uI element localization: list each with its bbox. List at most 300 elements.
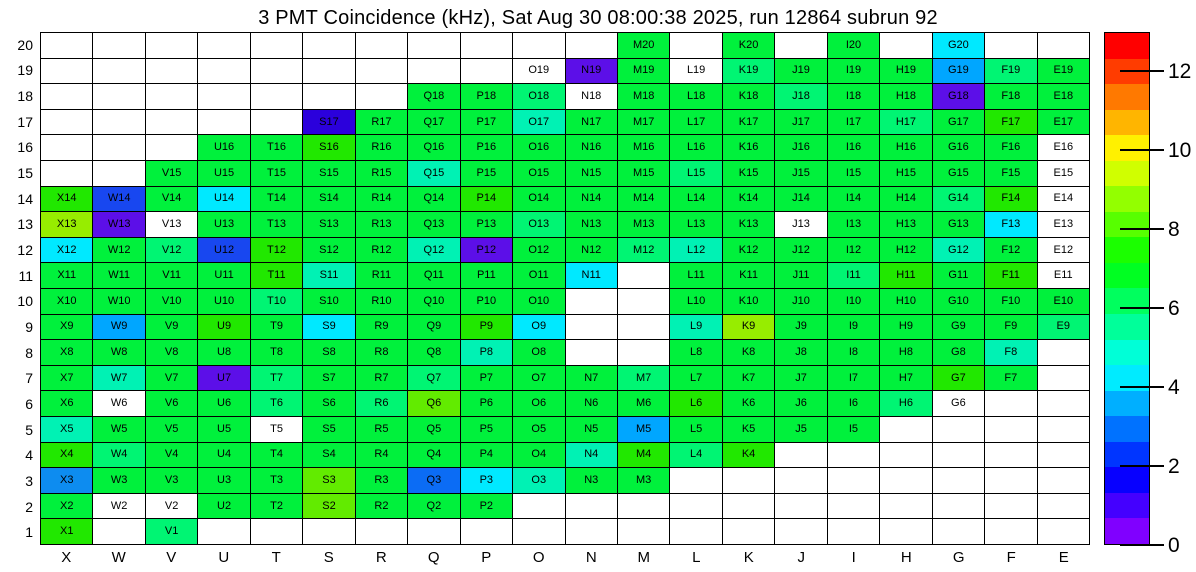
heatmap-cell: S15 — [303, 161, 355, 187]
heatmap-cell: L12 — [670, 238, 722, 264]
heatmap-cell: K4 — [723, 443, 775, 469]
heatmap-cell: G20 — [933, 33, 985, 59]
heatmap-cell: R16 — [356, 135, 408, 161]
heatmap-cell: K20 — [723, 33, 775, 59]
heatmap-cell: I17 — [828, 110, 880, 136]
heatmap-cell-empty — [198, 110, 250, 136]
heatmap-cell: P11 — [461, 263, 513, 289]
heatmap-cell: Q8 — [408, 340, 460, 366]
heatmap-cell: U4 — [198, 443, 250, 469]
heatmap-cell: R6 — [356, 391, 408, 417]
heatmap-cell-empty — [775, 33, 827, 59]
heatmap-cell-empty — [461, 33, 513, 59]
heatmap-cell-empty — [880, 33, 932, 59]
heatmap-cell: F10 — [985, 289, 1037, 315]
heatmap-cell: G13 — [933, 212, 985, 238]
heatmap-cell: S7 — [303, 366, 355, 392]
x-axis-label: K — [743, 549, 754, 566]
heatmap-cell-empty — [146, 33, 198, 59]
y-axis-label: 3 — [25, 472, 33, 489]
heatmap-cell: M18 — [618, 84, 670, 110]
heatmap-cell: I6 — [828, 391, 880, 417]
heatmap-cell: M19 — [618, 59, 670, 85]
heatmap-cell-empty — [198, 33, 250, 59]
heatmap-cell: S4 — [303, 443, 355, 469]
heatmap-cell: X9 — [41, 315, 93, 341]
heatmap-cell: L18 — [670, 84, 722, 110]
heatmap-cell: P14 — [461, 187, 513, 213]
colorbar-band — [1105, 391, 1149, 417]
x-axis-label: I — [851, 549, 856, 566]
y-axis-label: 17 — [17, 113, 33, 130]
heatmap-cell-empty — [828, 443, 880, 469]
heatmap-cell: M15 — [618, 161, 670, 187]
heatmap-cell-empty — [618, 289, 670, 315]
heatmap-cell: E18 — [1038, 84, 1090, 110]
heatmap-cell: O7 — [513, 366, 565, 392]
heatmap-cell-empty — [985, 33, 1037, 59]
heatmap-cell: W14 — [93, 187, 145, 213]
heatmap-cell-empty — [41, 110, 93, 136]
colorbar-band — [1105, 467, 1149, 493]
colorbar-tick-label: 8 — [1168, 218, 1180, 242]
heatmap-cell: X13 — [41, 212, 93, 238]
colorbar-tick-label: 0 — [1168, 534, 1180, 557]
heatmap-cell-empty — [251, 59, 303, 85]
colorbar-tick — [1120, 228, 1164, 230]
heatmap-cell: K14 — [723, 187, 775, 213]
heatmap-cell-empty — [146, 59, 198, 85]
heatmap-cell: K7 — [723, 366, 775, 392]
heatmap-cell-empty — [93, 59, 145, 85]
heatmap-cell-empty — [146, 135, 198, 161]
heatmap-cell: P10 — [461, 289, 513, 315]
heatmap-cell-empty — [93, 519, 145, 545]
heatmap-cell-empty — [41, 33, 93, 59]
heatmap-cell: P6 — [461, 391, 513, 417]
colorbar-band — [1105, 416, 1149, 442]
y-axis-label: 1 — [25, 524, 33, 541]
heatmap-cell: L4 — [670, 443, 722, 469]
heatmap-cell: T4 — [251, 443, 303, 469]
heatmap-cell: X7 — [41, 366, 93, 392]
heatmap-cell: V6 — [146, 391, 198, 417]
heatmap-cell-empty — [933, 468, 985, 494]
y-axis-label: 2 — [25, 498, 33, 515]
colorbar-tick-label: 2 — [1168, 455, 1180, 479]
heatmap-cell-empty — [618, 494, 670, 520]
heatmap-cell: H9 — [880, 315, 932, 341]
heatmap-cell: U8 — [198, 340, 250, 366]
heatmap-cell: X8 — [41, 340, 93, 366]
heatmap-cell: N18 — [566, 84, 618, 110]
heatmap-cell: O14 — [513, 187, 565, 213]
heatmap-cell: T13 — [251, 212, 303, 238]
heatmap-cell: W10 — [93, 289, 145, 315]
heatmap-cell: O19 — [513, 59, 565, 85]
heatmap-cell: Q13 — [408, 212, 460, 238]
heatmap-cell-empty — [303, 519, 355, 545]
heatmap-cell: K16 — [723, 135, 775, 161]
heatmap-cell: Q4 — [408, 443, 460, 469]
heatmap-cell: G11 — [933, 263, 985, 289]
heatmap-cell: U2 — [198, 494, 250, 520]
heatmap-cell: R13 — [356, 212, 408, 238]
heatmap-cell: J16 — [775, 135, 827, 161]
colorbar-tick — [1120, 465, 1164, 467]
heatmap-cell: O12 — [513, 238, 565, 264]
heatmap-cell: R4 — [356, 443, 408, 469]
heatmap-cell: J5 — [775, 417, 827, 443]
x-axis-label: V — [166, 549, 177, 566]
heatmap-cell: O18 — [513, 84, 565, 110]
colorbar-band — [1105, 33, 1149, 59]
heatmap-cell-empty — [828, 468, 880, 494]
heatmap-cell: S9 — [303, 315, 355, 341]
x-axis-label: F — [1006, 549, 1016, 566]
heatmap-cell: G15 — [933, 161, 985, 187]
heatmap-cell-empty — [828, 519, 880, 545]
heatmap-cell: J17 — [775, 110, 827, 136]
heatmap-cell: W6 — [93, 391, 145, 417]
heatmap-cell: H18 — [880, 84, 932, 110]
colorbar-band — [1105, 314, 1149, 340]
heatmap-cell: K6 — [723, 391, 775, 417]
heatmap-cell: W13 — [93, 212, 145, 238]
heatmap-cell: J8 — [775, 340, 827, 366]
colorbar-band — [1105, 212, 1149, 238]
colorbar-tick — [1120, 307, 1164, 309]
heatmap-cell-empty — [775, 443, 827, 469]
heatmap-cell: V9 — [146, 315, 198, 341]
heatmap-cell: X4 — [41, 443, 93, 469]
heatmap-cell: V4 — [146, 443, 198, 469]
heatmap-cell: T10 — [251, 289, 303, 315]
heatmap-cell: I14 — [828, 187, 880, 213]
heatmap-cell: Q3 — [408, 468, 460, 494]
y-axis-label: 4 — [25, 447, 33, 464]
heatmap-cell: N4 — [566, 443, 618, 469]
heatmap-cell: W4 — [93, 443, 145, 469]
heatmap-cell: O9 — [513, 315, 565, 341]
heatmap-cell: N7 — [566, 366, 618, 392]
heatmap-cell-empty — [251, 84, 303, 110]
heatmap-cell: V2 — [146, 494, 198, 520]
heatmap-cell-empty — [985, 391, 1037, 417]
heatmap-cell-empty — [566, 289, 618, 315]
heatmap-cell-empty — [1038, 366, 1090, 392]
heatmap-cell: E14 — [1038, 187, 1090, 213]
heatmap-cell: W5 — [93, 417, 145, 443]
heatmap-cell: R12 — [356, 238, 408, 264]
heatmap-cell: U10 — [198, 289, 250, 315]
heatmap-cell: O16 — [513, 135, 565, 161]
x-axis-label: Q — [427, 549, 440, 566]
heatmap-cell: H16 — [880, 135, 932, 161]
colorbar-band — [1105, 340, 1149, 366]
heatmap-cell-empty — [1038, 391, 1090, 417]
heatmap-cell: M6 — [618, 391, 670, 417]
heatmap-cell: O10 — [513, 289, 565, 315]
heatmap-cell: O8 — [513, 340, 565, 366]
heatmap-cell: P12 — [461, 238, 513, 264]
heatmap-cell: R10 — [356, 289, 408, 315]
heatmap-cell: R11 — [356, 263, 408, 289]
heatmap-cell: Q18 — [408, 84, 460, 110]
heatmap-cell: S14 — [303, 187, 355, 213]
heatmap-cell: S8 — [303, 340, 355, 366]
heatmap-cell: O4 — [513, 443, 565, 469]
heatmap-cell-empty — [670, 468, 722, 494]
x-axis-label: T — [271, 549, 281, 566]
heatmap-cell: Q16 — [408, 135, 460, 161]
x-axis-label: G — [952, 549, 965, 566]
heatmap-cell: E16 — [1038, 135, 1090, 161]
heatmap-cell: E15 — [1038, 161, 1090, 187]
heatmap-cell-empty — [513, 494, 565, 520]
heatmap-cell: W3 — [93, 468, 145, 494]
y-axis-label: 13 — [17, 216, 33, 233]
heatmap-cell: I16 — [828, 135, 880, 161]
colorbar-band — [1105, 84, 1149, 110]
heatmap-cell: H15 — [880, 161, 932, 187]
heatmap-cell: F7 — [985, 366, 1037, 392]
heatmap-cell: J9 — [775, 315, 827, 341]
heatmap-cell-empty — [723, 468, 775, 494]
heatmap-cell: J18 — [775, 84, 827, 110]
heatmap-cell: K19 — [723, 59, 775, 85]
heatmap-cell: K12 — [723, 238, 775, 264]
heatmap-cell: U3 — [198, 468, 250, 494]
y-axis-label: 11 — [18, 267, 33, 284]
heatmap-cell-empty — [198, 84, 250, 110]
heatmap-cell: M16 — [618, 135, 670, 161]
heatmap-cell: X10 — [41, 289, 93, 315]
heatmap-cell: N11 — [566, 263, 618, 289]
heatmap-cell: F14 — [985, 187, 1037, 213]
heatmap-cell: S12 — [303, 238, 355, 264]
heatmap-cell: V7 — [146, 366, 198, 392]
heatmap-cell-empty — [775, 519, 827, 545]
heatmap-cell: V14 — [146, 187, 198, 213]
heatmap-cell: N16 — [566, 135, 618, 161]
heatmap-cell: N19 — [566, 59, 618, 85]
heatmap-cell: T14 — [251, 187, 303, 213]
heatmap-cell: P9 — [461, 315, 513, 341]
heatmap-cell: N15 — [566, 161, 618, 187]
heatmap-cell: K15 — [723, 161, 775, 187]
heatmap-cell: U16 — [198, 135, 250, 161]
heatmap-cell: L7 — [670, 366, 722, 392]
heatmap-cell: F16 — [985, 135, 1037, 161]
heatmap-cell-empty — [93, 33, 145, 59]
heatmap-cell-empty — [566, 340, 618, 366]
heatmap-cell: J12 — [775, 238, 827, 264]
heatmap-cell: L15 — [670, 161, 722, 187]
heatmap-cell: H11 — [880, 263, 932, 289]
heatmap-cell-empty — [1038, 468, 1090, 494]
heatmap-cell: H14 — [880, 187, 932, 213]
colorbar-band — [1105, 110, 1149, 136]
heatmap-cell: J7 — [775, 366, 827, 392]
heatmap-cell: O11 — [513, 263, 565, 289]
heatmap-cell: S16 — [303, 135, 355, 161]
heatmap-cell-empty — [146, 84, 198, 110]
heatmap-cell-empty — [985, 519, 1037, 545]
heatmap-cell: I18 — [828, 84, 880, 110]
heatmap-cell: I11 — [828, 263, 880, 289]
heatmap-cell: N14 — [566, 187, 618, 213]
heatmap-cell: X12 — [41, 238, 93, 264]
x-axis-label: M — [637, 549, 650, 566]
heatmap-cell-empty — [146, 110, 198, 136]
heatmap-cell: E9 — [1038, 315, 1090, 341]
heatmap-cell: P5 — [461, 417, 513, 443]
heatmap-cell: F11 — [985, 263, 1037, 289]
x-axis — [40, 549, 1090, 569]
heatmap-cell: H13 — [880, 212, 932, 238]
heatmap-cell: M7 — [618, 366, 670, 392]
heatmap-cell-empty — [513, 519, 565, 545]
heatmap-cell: L17 — [670, 110, 722, 136]
heatmap-cell: M13 — [618, 212, 670, 238]
heatmap-cell-empty — [566, 33, 618, 59]
heatmap-cell: Q17 — [408, 110, 460, 136]
heatmap-cell-empty — [1038, 417, 1090, 443]
heatmap-cell: L13 — [670, 212, 722, 238]
heatmap-cell: G16 — [933, 135, 985, 161]
heatmap-cell-empty — [775, 494, 827, 520]
heatmap-cell: G9 — [933, 315, 985, 341]
heatmap-cell: F12 — [985, 238, 1037, 264]
colorbar-tick — [1120, 70, 1164, 72]
heatmap-cell-empty — [408, 33, 460, 59]
heatmap-cell: N12 — [566, 238, 618, 264]
heatmap-cell: T16 — [251, 135, 303, 161]
heatmap-cell: X14 — [41, 187, 93, 213]
y-axis-label: 7 — [25, 370, 33, 387]
heatmap-cell: H10 — [880, 289, 932, 315]
heatmap-cell: P8 — [461, 340, 513, 366]
x-axis-label: W — [111, 549, 126, 566]
heatmap-cell: V11 — [146, 263, 198, 289]
heatmap-cell-empty — [880, 468, 932, 494]
heatmap-cell: W9 — [93, 315, 145, 341]
heatmap-cell-empty — [1038, 443, 1090, 469]
heatmap-cell: U7 — [198, 366, 250, 392]
heatmap-cell: S11 — [303, 263, 355, 289]
heatmap-cell-empty — [41, 161, 93, 187]
heatmap-cell-empty — [723, 494, 775, 520]
heatmap-cell: P3 — [461, 468, 513, 494]
x-axis-label: P — [481, 549, 492, 566]
heatmap-cell: V3 — [146, 468, 198, 494]
heatmap-cell: N5 — [566, 417, 618, 443]
heatmap-cell: F15 — [985, 161, 1037, 187]
y-axis-label: 9 — [25, 319, 33, 336]
heatmap-cell: J15 — [775, 161, 827, 187]
heatmap-cell: U13 — [198, 212, 250, 238]
colorbar-band — [1105, 186, 1149, 212]
heatmap-cell: P7 — [461, 366, 513, 392]
heatmap-cell: L6 — [670, 391, 722, 417]
heatmap-cell: R15 — [356, 161, 408, 187]
heatmap-cell-empty — [408, 59, 460, 85]
heatmap-cell: Q15 — [408, 161, 460, 187]
heatmap-cell: T15 — [251, 161, 303, 187]
heatmap-cell-empty — [303, 59, 355, 85]
heatmap-cell: P2 — [461, 494, 513, 520]
y-axis-label: 10 — [17, 293, 33, 310]
heatmap-cell: H19 — [880, 59, 932, 85]
heatmap-cell: Q10 — [408, 289, 460, 315]
y-axis-label: 12 — [17, 242, 33, 259]
heatmap-cell: R5 — [356, 417, 408, 443]
heatmap-cell: R3 — [356, 468, 408, 494]
colorbar-band — [1105, 493, 1149, 519]
heatmap-cell: P18 — [461, 84, 513, 110]
heatmap-cell: E19 — [1038, 59, 1090, 85]
heatmap-cell: Q2 — [408, 494, 460, 520]
heatmap-cell: W8 — [93, 340, 145, 366]
heatmap-cell: G18 — [933, 84, 985, 110]
heatmap-cell: I7 — [828, 366, 880, 392]
heatmap-cell-empty — [985, 468, 1037, 494]
heatmap-cell: X5 — [41, 417, 93, 443]
y-axis-label: 6 — [25, 396, 33, 413]
heatmap-cell-empty — [356, 33, 408, 59]
heatmap-cell-empty — [880, 443, 932, 469]
heatmap-cell: I12 — [828, 238, 880, 264]
heatmap-cell-empty — [303, 84, 355, 110]
heatmap-cell: V15 — [146, 161, 198, 187]
heatmap-cell: R2 — [356, 494, 408, 520]
heatmap-cell: F9 — [985, 315, 1037, 341]
heatmap-cell: J6 — [775, 391, 827, 417]
heatmap-cell: J19 — [775, 59, 827, 85]
heatmap-cell-empty — [461, 59, 513, 85]
heatmap-cell: I19 — [828, 59, 880, 85]
heatmap-cell: T8 — [251, 340, 303, 366]
heatmap-cell: E11 — [1038, 263, 1090, 289]
heatmap-cell: L19 — [670, 59, 722, 85]
colorbar-tick — [1120, 149, 1164, 151]
heatmap-cell-empty — [461, 519, 513, 545]
heatmap-cell: K17 — [723, 110, 775, 136]
heatmap-cell: Q9 — [408, 315, 460, 341]
heatmap-cell: R8 — [356, 340, 408, 366]
heatmap-cell: R9 — [356, 315, 408, 341]
colorbar-band — [1105, 288, 1149, 314]
colorbar-band — [1105, 518, 1149, 544]
heatmap-cell-empty — [933, 443, 985, 469]
heatmap-grid — [40, 32, 1090, 545]
heatmap-cell: G19 — [933, 59, 985, 85]
heatmap-cell: N17 — [566, 110, 618, 136]
heatmap-cell-empty — [93, 161, 145, 187]
heatmap-cell: T2 — [251, 494, 303, 520]
heatmap-cell-empty — [985, 443, 1037, 469]
colorbar-tick-label: 6 — [1168, 297, 1180, 321]
heatmap-cell: R17 — [356, 110, 408, 136]
heatmap-cell: K10 — [723, 289, 775, 315]
heatmap-cell-empty — [198, 519, 250, 545]
heatmap-cell-empty — [933, 494, 985, 520]
heatmap-cell: Q14 — [408, 187, 460, 213]
heatmap-cell: J10 — [775, 289, 827, 315]
heatmap-cell: Q5 — [408, 417, 460, 443]
heatmap-cell: K13 — [723, 212, 775, 238]
